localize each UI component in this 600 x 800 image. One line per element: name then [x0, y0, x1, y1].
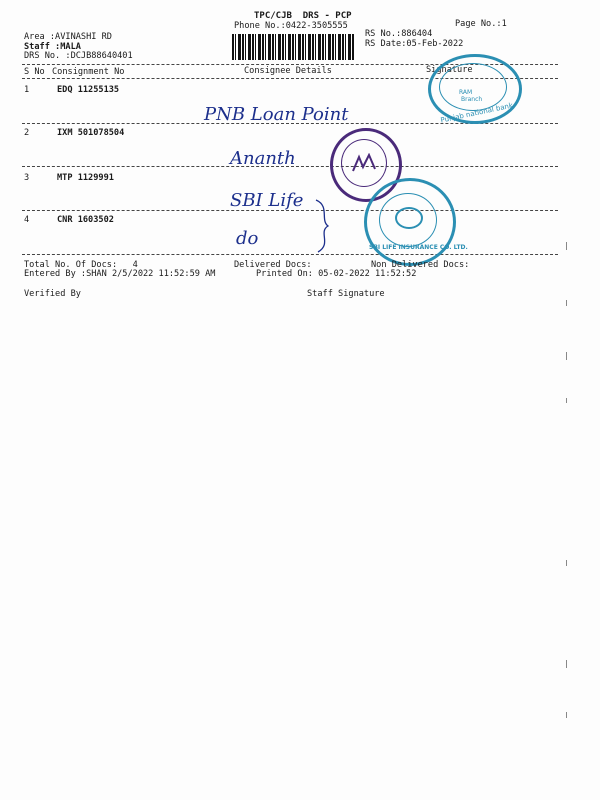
scan-mark — [566, 560, 567, 566]
page-number: Page No.:1 — [455, 19, 507, 29]
scan-mark — [566, 352, 567, 360]
phone-number: Phone No.:0422-3505555 — [234, 21, 348, 31]
delivered-docs: Delivered Docs: — [234, 260, 312, 270]
row-2-consignment: IXM 501078504 — [57, 128, 125, 138]
pnb-stamp-ram: RAM — [459, 89, 473, 96]
row-1-sno: 1 — [24, 85, 30, 95]
scan-mark — [566, 398, 567, 403]
rs-number: RS No.:886404 — [365, 29, 433, 39]
handwriting-line-1: PNB Loan Point — [204, 104, 349, 125]
row-3-consignment: MTP 1129991 — [57, 173, 114, 183]
col-consignment: Consignment No — [52, 67, 125, 77]
col-signature: Signature — [426, 65, 473, 75]
non-delivered-docs: Non Delivered Docs: — [371, 260, 470, 270]
printed-on: Printed On: 05-02-2022 11:52:52 — [256, 269, 417, 279]
staff-signature: Staff Signature — [307, 289, 385, 299]
sbi-life-stamp-text: SBI LIFE INSURANCE CO. LTD. — [369, 244, 468, 251]
document-title: TPC/CJB DRS - PCP — [254, 11, 352, 21]
row-4-consignment: CNR 1603502 — [57, 215, 114, 225]
drs-number: DRS No. :DCJB88640401 — [24, 51, 133, 61]
pnb-stamp-branch: Branch — [461, 96, 483, 103]
handwriting-line-2: Ananth — [230, 148, 296, 169]
row-4-sno: 4 — [24, 215, 30, 225]
scan-mark — [566, 712, 567, 718]
barcode — [232, 34, 354, 60]
staff: Staff :MALA — [24, 42, 81, 52]
verified-by: Verified By — [24, 289, 81, 299]
total-docs: Total No. Of Docs: 4 — [24, 260, 138, 270]
row-3-sno: 3 — [24, 173, 30, 183]
handwriting-line-3: SBI Life — [230, 190, 304, 211]
scan-mark — [566, 660, 567, 668]
area: Area :AVINASHI RD — [24, 32, 112, 42]
entered-by: Entered By :SHAN 2/5/2022 11:52:59 AM — [24, 269, 216, 279]
rs-date: RS Date:05-Feb-2022 — [365, 39, 464, 49]
scan-mark — [566, 300, 567, 306]
sbi-life-stamp — [364, 178, 468, 266]
col-sno: S No — [24, 67, 45, 77]
row-rule-4 — [22, 254, 558, 255]
col-consignee: Consignee Details — [244, 66, 332, 76]
scan-mark — [566, 242, 567, 250]
row-2-sno: 2 — [24, 128, 30, 138]
handwritten-brace — [312, 196, 338, 256]
pnb-stamp-bank-name: Punjab national bank — [439, 101, 514, 125]
handwriting-line-4: do — [236, 228, 259, 249]
row-1-consignment: EDQ 11255135 — [57, 85, 120, 95]
